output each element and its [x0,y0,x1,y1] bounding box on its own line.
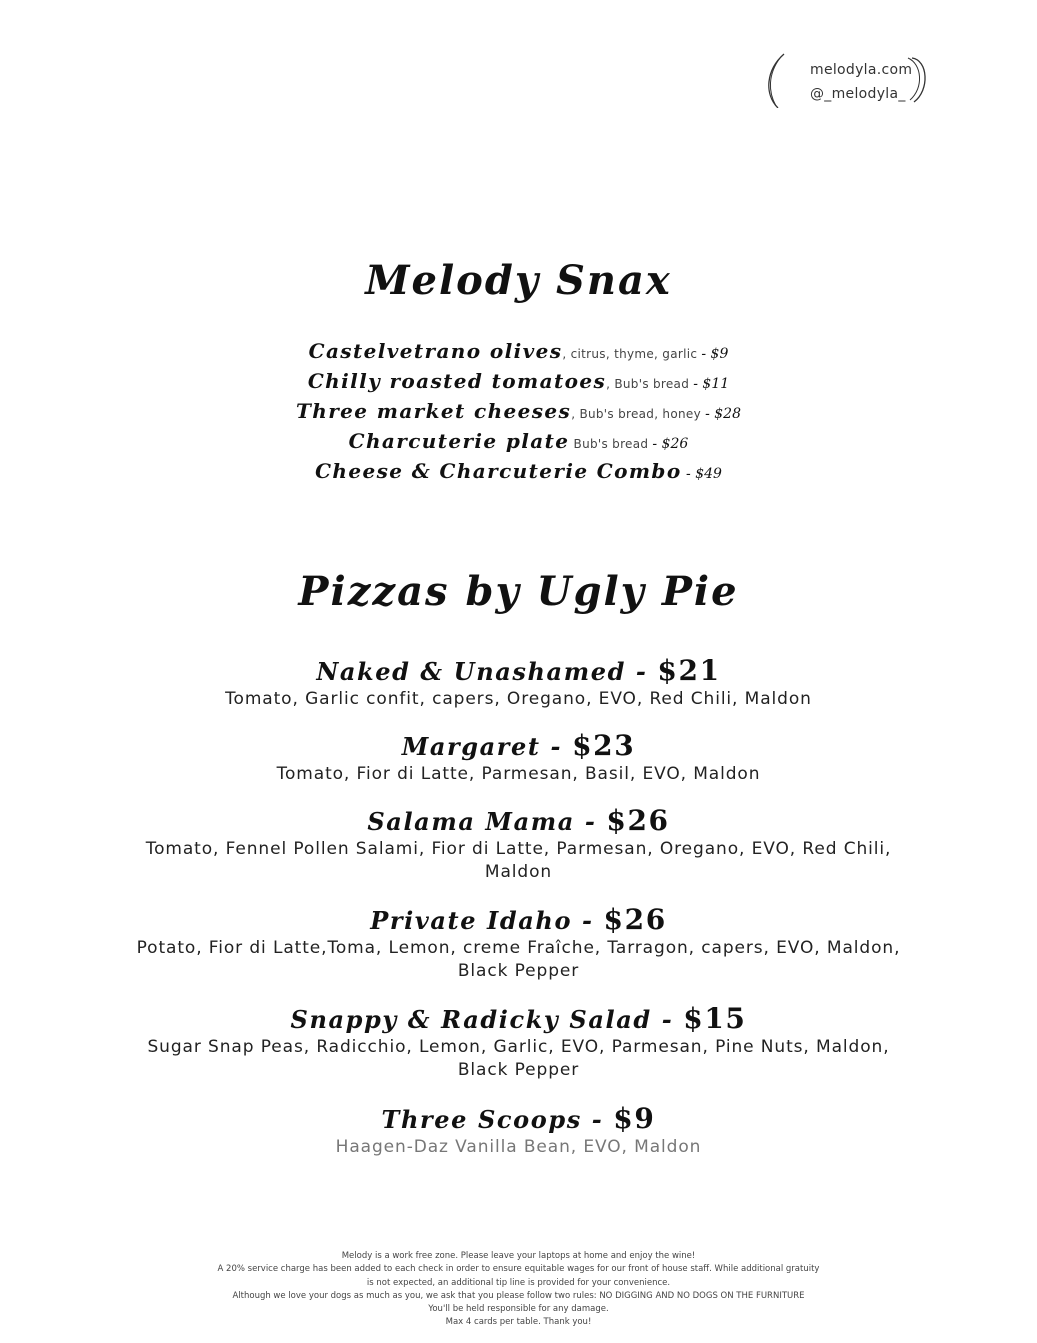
pizza-price: $21 [657,654,721,687]
pizza-title [0,805,1037,838]
pizza-name: Naked & Unashamed - [316,657,658,686]
pizza-name: Snappy & Radicky Salad - [290,1005,684,1034]
pizza-item-margaret [0,730,1037,786]
snax-item-cheeses [0,396,1037,426]
snax-section-title: Melody Snax [365,257,672,304]
pizza-item-idaho [0,904,1037,983]
footer-line: is not expected, an additional tip line is provided for your convenience. [366,1277,671,1288]
footer-notes [0,1250,1037,1330]
snax-item-desc: , Bub's bread [606,377,694,391]
pizza-price: $15 [683,1002,747,1035]
pizza-title [0,1103,1037,1136]
pizza-item-snappy [0,1003,1037,1082]
snax-item-desc: , citrus, thyme, garlic [562,347,702,361]
snax-item-name: Three market cheeses [295,399,572,423]
pizza-price: $9 [613,1102,656,1135]
snax-item-tomatoes [0,366,1037,396]
snax-item-price: - $28 [705,406,741,422]
snax-item-charcuterie [0,426,1037,456]
snax-item-price: - $49 [681,466,722,482]
pizza-ingredients: Potato, Fior di Latte,Toma, Lemon, creme Fraîche, Tarragon, capers, EVO, Maldon, Black Pepper [136,938,901,981]
pizza-name: Three Scoops - [381,1105,614,1134]
website-link[interactable]: melodyla.com [810,62,913,78]
pizza-price: $23 [572,729,636,762]
footer-line: You'll be held responsible for any damage. [428,1304,609,1315]
snax-item-name: Chilly roasted tomatoes [307,369,607,393]
pizza-title [0,904,1037,937]
snax-item-price: - $26 [652,436,689,452]
footer-line: Max 4 cards per table. Thank you! [445,1317,592,1328]
pizza-name: Private Idaho - [370,906,604,935]
pizza-name: Margaret - [401,732,573,761]
pizza-name: Salama Mama - [367,807,607,836]
pizza-title [0,1003,1037,1036]
pizza-price: $26 [603,903,667,936]
snax-item-price: - $9 [701,346,729,362]
snax-list [0,336,1037,486]
pizza-price: $26 [606,804,670,837]
pizza-ingredients: Tomato, Garlic confit, capers, Oregano, EVO, Red Chili, Maldon [225,689,812,709]
footer-line: A 20% service charge has been added to each check in order to ensure equitable wages for our front of house staff. While additional gratuity [217,1264,820,1275]
pizza-ingredients: Sugar Snap Peas, Radicchio, Lemon, Garlic, EVO, Parmesan, Pine Nuts, Maldon, Black Pepper [147,1037,890,1080]
pizza-ingredients: Tomato, Fennel Pollen Salami, Fior di Latte, Parmesan, Oregano, EVO, Red Chili, Maldon [145,839,892,882]
footer-line: Melody is a work free zone. Please leave your laptops at home and enjoy the wine! [341,1251,696,1261]
pizza-item-salama [0,805,1037,884]
pizza-ingredients: Haagen-Daz Vanilla Bean, EVO, Maldon [335,1137,702,1157]
snax-item-name: Charcuterie plate [348,429,570,453]
pizza-title [0,655,1037,688]
snax-item-olives [0,336,1037,366]
pizza-item-scoops [0,1103,1037,1159]
snax-item-name: Castelvetrano olives [308,339,563,363]
snax-item-price: - $11 [693,376,730,392]
pizza-ingredients: Tomato, Fior di Latte, Parmesan, Basil, EVO, Maldon [276,764,761,784]
pizza-title [0,730,1037,763]
snax-item-desc: Bub's bread [569,437,653,451]
footer-line: Although we love your dogs as much as you, we ask that you please follow two rules: NO DIGGING AND NO DOGS ON THE FURNITURE [232,1290,805,1301]
social-handle[interactable]: @_melodyla_ [810,86,906,102]
snax-item-combo [0,456,1037,486]
pizza-section-title: Pizzas by Ugly Pie [298,568,739,615]
snax-item-desc: , Bub's bread, honey [571,407,706,421]
pizza-item-naked [0,655,1037,711]
brand-tag [762,52,930,108]
snax-item-name: Cheese & Charcuterie Combo [315,459,682,483]
